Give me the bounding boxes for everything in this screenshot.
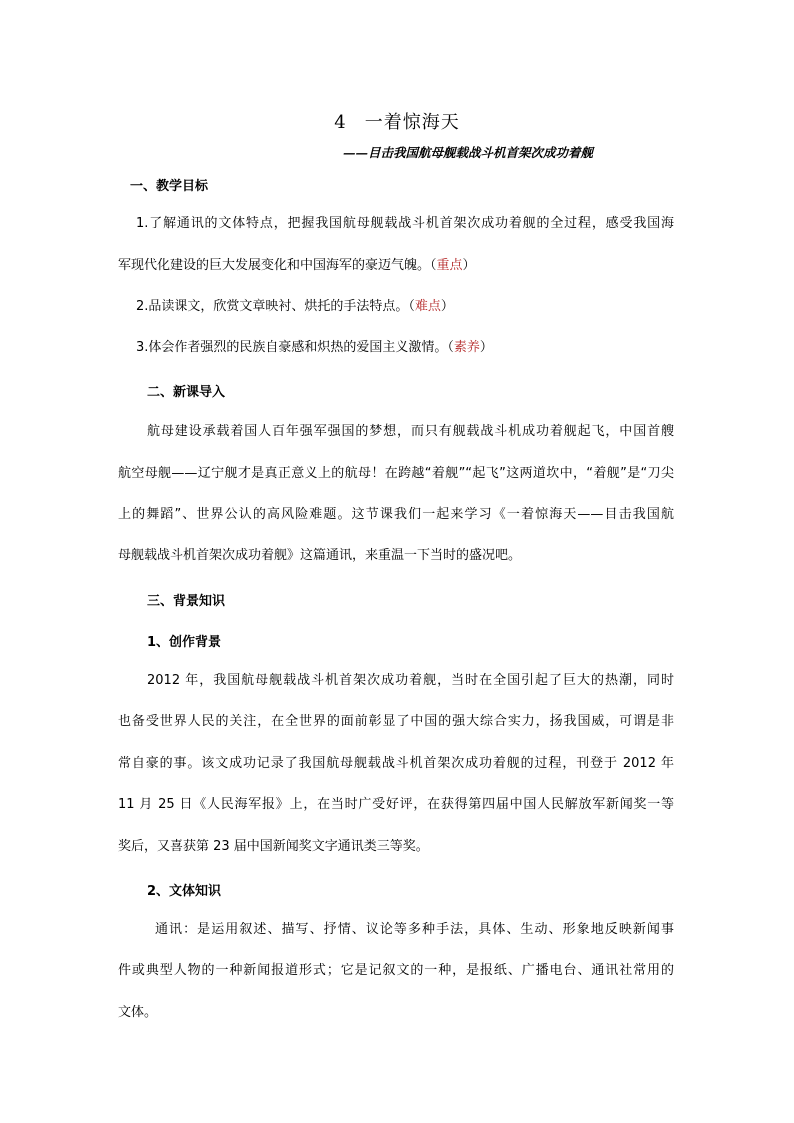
- page-subtitle: ——目击我国航母舰载战斗机首架次成功着舰: [343, 145, 594, 160]
- key-point-tag: 重点: [436, 258, 463, 273]
- goal-1-line-2: 军现代化建设的巨大发展变化和中国海军的豪迈气魄。（重点）: [118, 258, 476, 273]
- intro-line-3: 上的舞蹈”、世界公认的高风险难题。这节课我们一起来学习《一着惊海天——目击我国航: [118, 507, 674, 522]
- background-line-4: 11 月 25 日《人民海军报》上，在当时广受好评，在获得第四届中国人民解放军新闻奖一等: [118, 797, 674, 812]
- section-heading-intro: 二、新课导入: [147, 385, 226, 400]
- difficulty-tag: 难点: [414, 299, 441, 314]
- background-line-5: 奖后，又喜获第 23 届中国新闻奖文字通讯类三等奖。: [118, 839, 429, 854]
- background-line-1: 2012 年，我国航母舰载战斗机首架次成功着舰，当时在全国引起了巨大的热潮，同时: [147, 673, 674, 688]
- goal-3: 3.体会作者强烈的民族自豪感和炽热的爱国主义激情。（素养）: [136, 340, 493, 355]
- section-heading-background: 三、背景知识: [147, 594, 226, 609]
- subheading-creation-background: 1、创作背景: [147, 635, 222, 650]
- intro-line-2: 航空母舰——辽宁舰才是真正意义上的航母！在跨越“着舰”“起飞”这两道坎中，“着舰”是“刀尖: [118, 466, 674, 481]
- genre-line-1: 通讯：是运用叙述、描写、抒情、议论等多种手法，具体、生动、形象地反映新闻事: [155, 922, 674, 937]
- subheading-genre-knowledge: 2、文体知识: [147, 884, 222, 899]
- genre-line-2: 件或典型人物的一种新闻报道形式；它是记叙文的一种，是报纸、广播电台、通讯社常用的: [118, 963, 674, 978]
- literacy-tag: 素养: [453, 340, 480, 355]
- background-line-2: 也备受世界人民的关注，在全世界的面前彰显了中国的强大综合实力，扬我国威，可谓是非: [118, 714, 674, 729]
- section-heading-teaching-goals: 一、教学目标: [130, 179, 209, 194]
- page-title: [0, 108, 794, 134]
- goal-2: 2.品读课文，欣赏文章映衬、烘托的手法特点。（难点）: [136, 299, 454, 314]
- goal-1-line-1: 1.了解通讯的文体特点，把握我国航母舰载战斗机首架次成功着舰的全过程，感受我国海: [136, 216, 674, 231]
- background-line-3: 常自豪的事。该文成功记录了我国航母舰载战斗机首架次成功着舰的过程，刊登于 2012 年: [118, 756, 674, 771]
- intro-line-4: 母舰载战斗机首架次成功着舰》这篇通讯，来重温一下当时的盛况吧。: [118, 548, 522, 563]
- intro-line-1: 航母建设承载着国人百年强军强国的梦想，而只有舰载战斗机成功着舰起飞，中国首艘: [147, 424, 674, 439]
- genre-line-3: 文体。: [118, 1005, 158, 1020]
- lesson-number: 4: [334, 112, 347, 133]
- lesson-title: 一着惊海天: [364, 112, 460, 133]
